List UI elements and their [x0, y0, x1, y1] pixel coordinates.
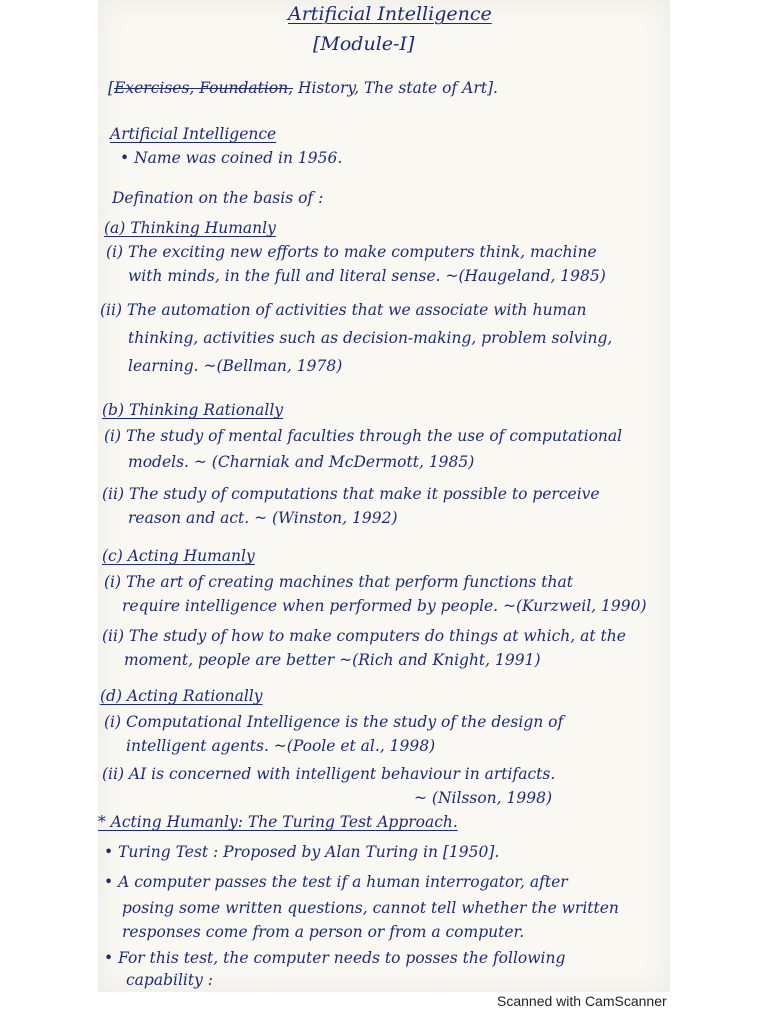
definition-line: with minds, in the full and literal sense. ~(Haugeland, 1985) — [128, 267, 606, 285]
definition-line: models. ~ (Charniak and McDermott, 1985) — [128, 453, 475, 471]
notebook-page — [98, 0, 670, 992]
topics-struck: Exercises, Foundation, — [114, 79, 294, 97]
intro-bullet: • Name was coined in 1956. — [120, 149, 343, 167]
definition-line: require intelligence when performed by people. ~(Kurzweil, 1990) — [122, 597, 647, 615]
turing-bullet: • Turing Test : Proposed by Alan Turing in [1950]. — [104, 843, 500, 861]
section-label: (d) Acting Rationally — [100, 687, 263, 705]
definition-line: (i) The exciting new efforts to make computers think, machine — [106, 243, 597, 261]
definition-line: (i) Computational Intelligence is the study of the design of — [104, 713, 564, 731]
definition-line: learning. ~(Bellman, 1978) — [128, 357, 343, 375]
turing-bullet: responses come from a person or from a computer. — [122, 923, 525, 941]
definition-line: (i) The art of creating machines that perform functions that — [104, 573, 573, 591]
module-label: [Module-I] — [313, 33, 415, 55]
turing-bullet: posing some written questions, cannot tell whether the written — [122, 899, 619, 917]
section-label: (c) Acting Humanly — [102, 547, 255, 565]
page-title: Artificial Intelligence — [288, 3, 492, 25]
definition-heading: Defination on the basis of : — [112, 189, 324, 207]
definition-line: ~ (Nilsson, 1998) — [414, 789, 553, 807]
definition-line: thinking, activities such as decision-making, problem solving, — [128, 329, 613, 347]
topics-rest: History, The state of Art]. — [298, 79, 498, 97]
section-label: (b) Thinking Rationally — [102, 401, 284, 419]
definition-line: (ii) The study of computations that make it possible to perceive — [102, 485, 600, 503]
definition-line: (ii) AI is concerned with intelligent behaviour in artifacts. — [102, 765, 556, 783]
turing-heading: * Acting Humanly: The Turing Test Approach. — [98, 813, 458, 831]
scanner-watermark: Scanned with CamScanner — [497, 993, 667, 1009]
definition-line: moment, people are better ~(Rich and Knight, 1991) — [124, 651, 541, 669]
definition-line: intelligent agents. ~(Poole et al., 1998) — [126, 737, 436, 755]
turing-bullet: capability : — [126, 971, 214, 989]
definition-line: (ii) The automation of activities that we associate with human — [100, 301, 587, 319]
topics-bracket: [ — [108, 79, 115, 97]
section-label: (a) Thinking Humanly — [104, 219, 276, 237]
topics-line — [108, 78, 498, 98]
definition-line: (i) The study of mental faculties through the use of computational — [104, 427, 623, 445]
turing-bullet: • A computer passes the test if a human interrogator, after — [104, 873, 568, 891]
turing-bullet: • For this test, the computer needs to posses the following — [104, 949, 566, 967]
definition-line: (ii) The study of how to make computers do things at which, at the — [102, 627, 626, 645]
intro-heading: Artificial Intelligence — [110, 125, 277, 143]
definition-line: reason and act. ~ (Winston, 1992) — [128, 509, 398, 527]
